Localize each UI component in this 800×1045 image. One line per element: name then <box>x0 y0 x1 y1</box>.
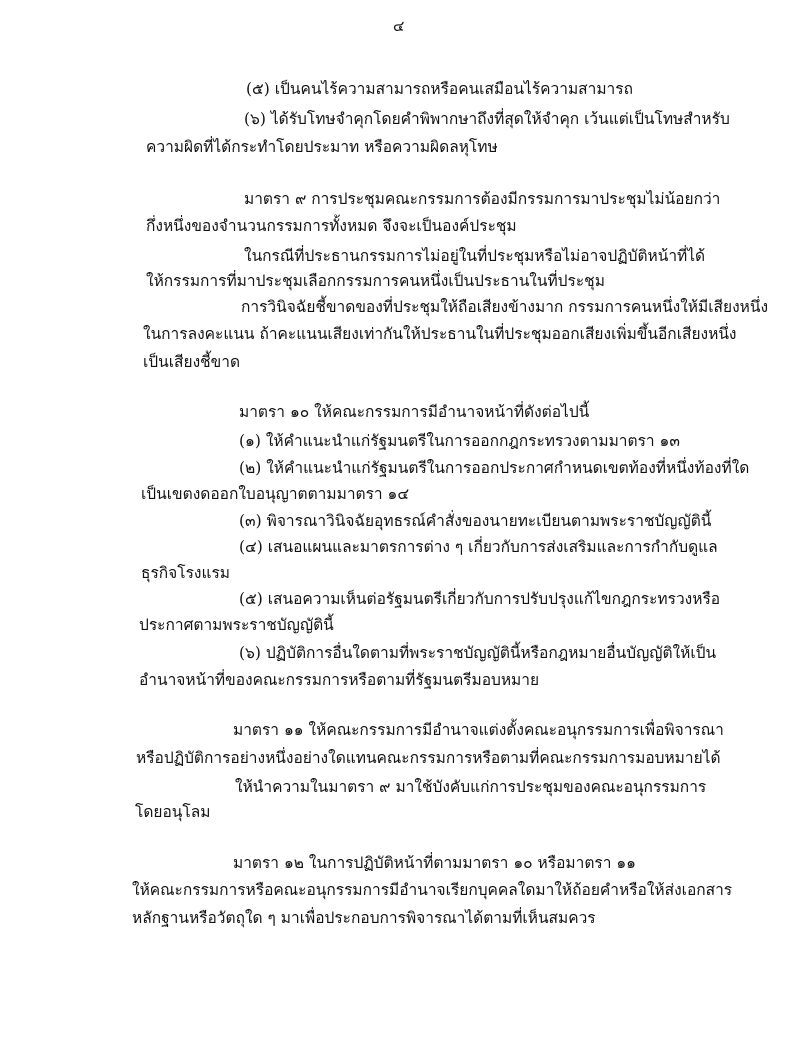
text-line: อำนาจหน้าที่ของคณะกรรมการหรือตามที่รัฐมนตรีมอบหมาย <box>139 671 540 689</box>
text-line: การวินิจฉัยชี้ขาดของที่ประชุมให้ถือเสียงข้างมาก กรรมการคนหนึ่งให้มีเสียงหนึ่ง <box>241 298 769 316</box>
text-line: (๑) ให้คำแนะนำแก่รัฐมนตรีในการออกกฎกระทรวงตามมาตรา ๑๓ <box>239 432 680 450</box>
text-line: มาตรา ๑๑ ให้คณะกรรมการมีอำนาจแต่งตั้งคณะอนุกรรมการเพื่อพิจารณา <box>233 721 724 739</box>
text-line: ให้นำความในมาตรา ๙ มาใช้บังคับแก่การประชุมของคณะอนุกรรมการ <box>235 778 707 796</box>
text-line: มาตรา ๙ การประชุมคณะกรรมการต้องมีกรรมการมาประชุมไม่น้อยกว่า <box>244 190 721 208</box>
text-line: โดยอนุโลม <box>135 803 211 821</box>
text-line: (๖) ปฏิบัติการอื่นใดตามที่พระราชบัญญัตินี้หรือกฎหมายอื่นบัญญัติให้เป็น <box>239 644 717 662</box>
text-line: มาตรา ๑๐ ให้คณะกรรมการมีอำนาจหน้าที่ดังต่อไปนี้ <box>239 403 590 421</box>
text-line: (๒) ให้คำแนะนำแก่รัฐมนตรีในการออกประกาศกำหนดเขตท้องที่หนึ่งท้องที่ใด <box>239 459 750 477</box>
text-line: ประกาศตามพระราชบัญญัตินี้ <box>139 616 334 634</box>
text-line: ให้คณะกรรมการหรือคณะอนุกรรมการมีอำนาจเรียกบุคคลใดมาให้ถ้อยคำหรือให้ส่งเอกสาร <box>132 881 733 899</box>
page-number: ๔ <box>393 17 405 35</box>
text-line: ในกรณีที่ประธานกรรมการไม่อยู่ในที่ประชุมหรือไม่อาจปฏิบัติหน้าที่ได้ <box>244 247 706 265</box>
text-line: หลักฐานหรือวัตถุใด ๆ มาเพื่อประกอบการพิจารณาได้ตามที่เห็นสมควร <box>132 909 596 927</box>
text-line: (๕) เป็นคนไร้ความสามารถหรือคนเสมือนไร้ความสามารถ <box>246 80 633 98</box>
text-line: (๔) เสนอแผนและมาตรการต่าง ๆ เกี่ยวกับการส่งเสริมและการกำกับดูแล <box>239 538 718 556</box>
text-line: เป็นเขตงดออกใบอนุญาตตามมาตรา ๑๔ <box>141 485 410 503</box>
text-line: ความผิดที่ได้กระทำโดยประมาท หรือความผิดลหุโทษ <box>146 138 498 156</box>
text-line: (๕) เสนอความเห็นต่อรัฐมนตรีเกี่ยวกับการปรับปรุงแก้ไขกฎกระทรวงหรือ <box>239 590 721 608</box>
text-line: หรือปฏิบัติการอย่างหนึ่งอย่างใดแทนคณะกรรมการหรือตามที่คณะกรรมการมอบหมายได้ <box>136 749 721 767</box>
text-line: เป็นเสียงชี้ขาด <box>143 353 241 371</box>
text-line: มาตรา ๑๒ ในการปฏิบัติหน้าที่ตามมาตรา ๑๐ หรือมาตรา ๑๑ <box>233 854 637 872</box>
text-line: ให้กรรมการที่มาประชุมเลือกกรรมการคนหนึ่งเป็นประธานในที่ประชุม <box>146 272 605 290</box>
text-line: ธุรกิจโรงแรม <box>141 564 231 582</box>
text-line: (๓) พิจารณาวินิจฉัยอุทธรณ์คำสั่งของนายทะเบียนตามพระราชบัญญัตินี้ <box>239 512 712 530</box>
text-line: (๖) ได้รับโทษจำคุกโดยคำพิพากษาถึงที่สุดให้จำคุก เว้นแต่เป็นโทษสำหรับ <box>244 110 730 128</box>
text-line: กึ่งหนึ่งของจำนวนกรรมการทั้งหมด จึงจะเป็นองค์ประชุม <box>146 217 517 235</box>
text-line: ในการลงคะแนน ถ้าคะแนนเสียงเท่ากันให้ประธานในที่ประชุมออกเสียงเพิ่มขึ้นอีกเสียงหนึ่ง <box>143 325 737 343</box>
